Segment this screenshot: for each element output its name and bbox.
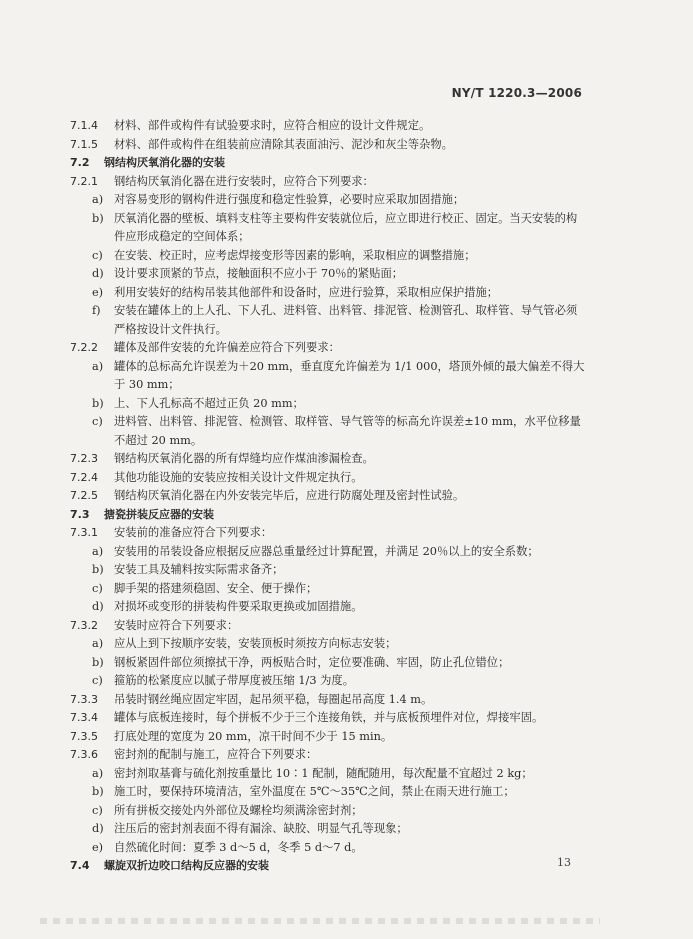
clause-number: 7.2.5 (70, 489, 98, 502)
clause-text: 罐体与底板连接时，每个拼板不少于三个连接角铁，并与底板预埋件对位，焊接牢固。 (114, 711, 544, 724)
list-item (70, 802, 585, 821)
document-body (70, 117, 585, 876)
list-item-text: 自然硫化时间：夏季 3 d～5 d，冬季 5 d～7 d。 (114, 840, 363, 854)
clause-number: 7.2.1 (70, 174, 98, 188)
list-marker: b) (92, 211, 104, 225)
list-item (70, 654, 585, 673)
list-item (70, 598, 585, 617)
scan-artifact (40, 918, 600, 924)
list-item (70, 561, 585, 580)
list-item (70, 635, 585, 654)
list-marker: d) (92, 822, 104, 835)
list-marker: a) (92, 766, 104, 780)
clause-text: 钢结构厌氧消化器在内外安装完毕后，应进行防腐处理及密封性试验。 (114, 489, 465, 502)
list-item (70, 543, 585, 562)
list-item-text: 钢板紧固件部位须擦拭干净，两板贴合时，定位要准确、牢固，防止孔位错位； (114, 655, 510, 669)
clause-number: 7.3.2 (70, 618, 98, 632)
list-item-text: 所有拼板交接处内外部位及螺栓均须满涂密封剂； (114, 803, 363, 817)
list-item-text: 密封剂取基膏与硫化剂按重量比 10∶1 配制，随配随用，每次配量不宜超过 2 kg； (114, 766, 533, 780)
list-marker: c) (92, 803, 103, 817)
list-item-text: 箍筋的松紧度应以腻子带厚度被压缩 1/3 为度。 (114, 674, 355, 687)
clause-number: 7.2.3 (70, 452, 98, 465)
section-heading (70, 857, 585, 876)
list-item-text: 注压后的密封剂表面不得有漏涂、缺胶、明显气孔等现象； (114, 822, 408, 835)
clause (70, 691, 585, 710)
standard-number: NY/T 1220.3—2006 (451, 86, 582, 100)
clause-text: 安装时应符合下列要求： (114, 618, 239, 632)
clause-number: 7.3.5 (70, 729, 98, 743)
clause-text: 吊装时钢丝绳应固定牢固，起吊须平稳，每圈起吊高度 1.4 m。 (114, 692, 433, 706)
list-item-text: 设计要求顶紧的节点，接触面积不应小于 70％的紧贴面； (114, 267, 404, 280)
list-item (70, 765, 585, 784)
list-marker: f) (92, 304, 101, 317)
list-marker: a) (92, 193, 104, 206)
list-item (70, 302, 585, 339)
clause (70, 709, 585, 728)
list-item (70, 672, 585, 691)
list-item (70, 783, 585, 802)
list-marker: b) (92, 655, 104, 669)
list-item (70, 284, 585, 303)
list-item-text: 安装工具及辅料按实际需求备齐； (114, 563, 284, 576)
list-marker: a) (92, 359, 104, 373)
list-marker: d) (92, 600, 104, 613)
section-number: 7.3 (70, 507, 90, 521)
list-marker: d) (92, 267, 104, 280)
list-item-text: 厌氧消化器的壁板、填料支柱等主要构件安装就位后，应立即进行校正、固定。当天安装的构件应形成稳定的空间体系； (114, 211, 578, 243)
list-item-text: 上、下人孔标高不超过正负 20 mm； (114, 396, 304, 410)
list-item (70, 247, 585, 266)
list-marker: a) (92, 544, 104, 558)
section-title: 钢结构厌氧消化器的安装 (104, 156, 225, 169)
clause-text: 罐体及部件安装的允许偏差应符合下列要求： (114, 341, 340, 354)
list-marker: e) (92, 840, 104, 854)
list-item-text: 进料管、出料管、排泥管、检测管、取样管、导气管等的标高允许误差±10 mm，水平位移量不超过 20 mm。 (114, 415, 581, 447)
clause-text: 钢结构厌氧消化器的所有焊缝均应作煤油渗漏检查。 (114, 452, 374, 465)
clause-number: 7.3.3 (70, 692, 98, 706)
list-item-text: 应从上到下按顺序安装，安装顶板时须按方向标志安装； (114, 637, 397, 650)
list-item-text: 施工时，要保持环境清洁，室外温度在 5℃～35℃之间，禁止在雨天进行施工； (114, 785, 515, 798)
clause-number: 7.3.6 (70, 748, 98, 761)
section-number: 7.4 (70, 859, 90, 872)
list-item-text: 罐体的总标高允许误差为＋20 mm，垂直度允许偏差为 1/1 000，塔顶外倾的最大偏差不得大于 30 mm； (114, 359, 585, 391)
list-marker: c) (92, 415, 103, 428)
list-item (70, 413, 585, 450)
list-marker: c) (92, 248, 103, 262)
list-item-text: 安装在罐体上的上人孔、下人孔、进料管、出料管、排泥管、检测管孔、取样管、导气管必须严格按设计文件执行。 (114, 304, 578, 336)
list-item (70, 210, 585, 247)
list-item-text: 对损坏或变形的拼装构件要采取更换或加固措施。 (114, 600, 363, 613)
clause-number: 7.3.1 (70, 526, 98, 539)
page-number: 13 (557, 856, 571, 869)
clause (70, 173, 585, 192)
clause-text: 其他功能设施的安装应按相关设计文件规定执行。 (114, 470, 363, 484)
clause-number: 7.2.4 (70, 470, 98, 484)
section-title: 螺旋双折边咬口结构反应器的安装 (104, 859, 269, 872)
list-item-text: 对容易变形的钢构件进行强度和稳定性验算，必要时应采取加固措施； (114, 193, 465, 206)
list-marker: b) (92, 563, 104, 576)
list-marker: c) (92, 581, 103, 595)
clause-text: 安装前的准备应符合下列要求： (114, 526, 273, 539)
list-marker: b) (92, 785, 104, 798)
section-heading (70, 154, 585, 173)
list-item (70, 395, 585, 414)
clause-text: 材料、部件或构件有试验要求时，应符合相应的设计文件规定。 (114, 119, 431, 132)
clause (70, 487, 585, 506)
clause-number: 7.1.5 (70, 137, 98, 151)
clause (70, 136, 585, 155)
section-title: 搪瓷拼装反应器的安装 (104, 507, 214, 521)
clause-text: 材料、部件或构件在组装前应清除其表面油污、泥沙和灰尘等杂物。 (114, 137, 453, 151)
clause (70, 728, 585, 747)
list-item-text: 脚手架的搭建须稳固、安全、便于操作； (114, 581, 318, 595)
clause (70, 117, 585, 136)
clause-number: 7.3.4 (70, 711, 98, 724)
clause (70, 469, 585, 488)
list-marker: c) (92, 674, 103, 687)
clause-number: 7.2.2 (70, 341, 98, 354)
list-item (70, 820, 585, 839)
list-item-text: 在安装、校正时，应考虑焊接变形等因素的影响，采取相应的调整措施； (114, 248, 476, 262)
list-item (70, 839, 585, 858)
list-marker: b) (92, 396, 104, 410)
clause (70, 450, 585, 469)
list-item (70, 358, 585, 395)
clause (70, 524, 585, 543)
clause (70, 339, 585, 358)
section-number: 7.2 (70, 156, 90, 169)
list-item (70, 580, 585, 599)
section-heading (70, 506, 585, 525)
list-marker: e) (92, 285, 104, 299)
clause-number: 7.1.4 (70, 119, 98, 132)
list-item (70, 265, 585, 284)
list-item-text: 安装用的吊装设备应根据反应器总重量经过计算配置，并满足 20％以上的安全系数； (114, 544, 539, 558)
clause (70, 746, 585, 765)
clause-text: 密封剂的配制与施工，应符合下列要求： (114, 748, 318, 761)
clause-text: 钢结构厌氧消化器在进行安装时，应符合下列要求： (114, 174, 374, 188)
list-item-text: 利用安装好的结构吊装其他部件和设备时，应进行验算，采取相应保护措施； (114, 285, 499, 299)
clause (70, 617, 585, 636)
list-marker: a) (92, 637, 104, 650)
clause-text: 打底处理的宽度为 20 mm，凉干时间不少于 15 min。 (114, 729, 393, 743)
list-item (70, 191, 585, 210)
